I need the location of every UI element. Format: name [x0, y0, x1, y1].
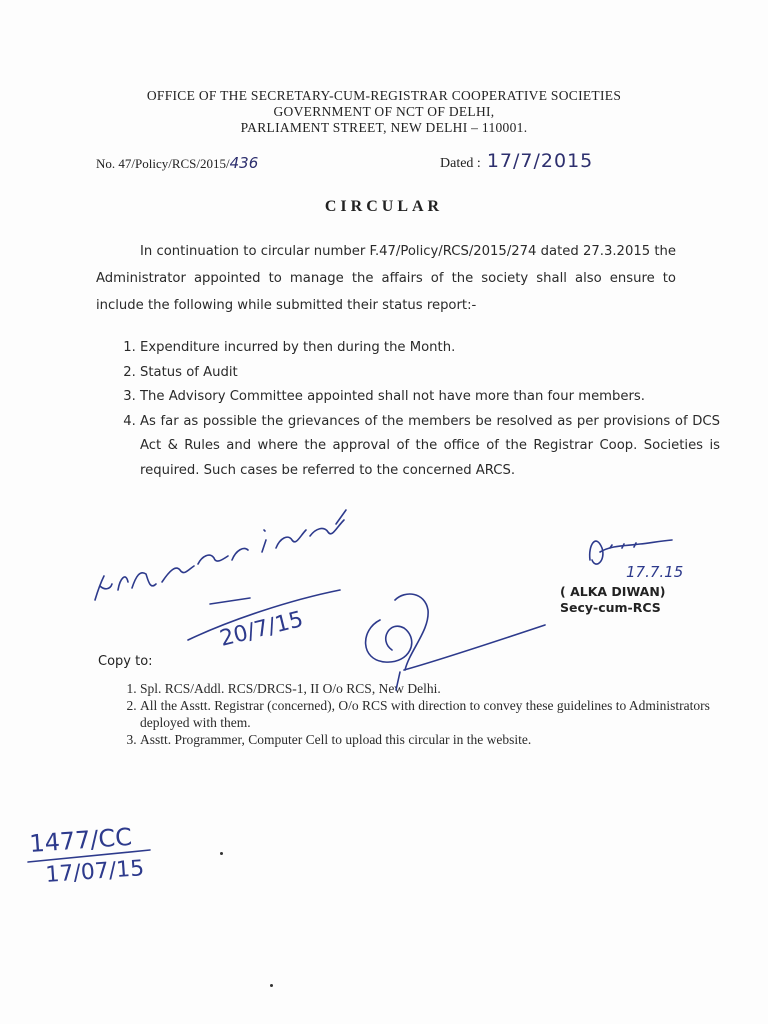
- reference-number-prefix: No. 47/Policy/RCS/2015/: [96, 156, 230, 171]
- list-item: 4. As far as possible the grievances of the members be resolved as per provisions of DCS Act & Rules and where the approval of the office of the Registrar Coop. Societies is required. Such cases be referred to the concerned ARCS.: [140, 410, 720, 484]
- list-item: 2. All the Asstt. Registrar (concerned), O/o RCS with direction to convey these guidelines to Administrators deployed with them.: [140, 697, 720, 731]
- office-header-line3: PARLIAMENT STREET, NEW DELHI – 110001.: [240, 120, 528, 135]
- document-title: CIRCULAR: [324, 198, 444, 215]
- copy-to-label: Copy to:: [98, 654, 153, 669]
- dated-handwritten: 17/7/2015: [486, 150, 594, 172]
- signatory-designation: Secy-cum-RCS: [560, 600, 661, 615]
- reference-number-handwritten: 436: [229, 154, 259, 172]
- list-item: 3. The Advisory Committee appointed shall not have more than four members.: [140, 385, 720, 410]
- file-note-number: 1477/CC: [28, 822, 133, 858]
- office-header-line1: OFFICE OF THE SECRETARY-CUM-REGISTRAR COOPERATIVE SOCIETIES: [146, 88, 622, 103]
- stray-mark: [270, 984, 273, 987]
- dated-label: Dated :: [440, 156, 481, 171]
- handwritten-date-note: 20/7/15: [217, 607, 306, 652]
- stray-mark: [220, 852, 223, 855]
- note-tick: [210, 598, 250, 604]
- file-note-date: 17/07/15: [44, 856, 145, 888]
- list-item: 1. Spl. RCS/Addl. RCS/DRCS-1, II O/o RCS, New Delhi.: [140, 680, 720, 697]
- handwritten-scribble: [95, 510, 346, 600]
- list-item: 2. Status of Audit: [140, 361, 720, 386]
- body-paragraph-text: In continuation to circular number F.47/Policy/RCS/2015/274 dated 27.3.2015 the Administrator appointed to manage the affairs of the society shall also ensure to include the following while submitted their status report:-: [96, 244, 676, 313]
- list-item: 3. Asstt. Programmer, Computer Cell to upload this circular in the website.: [140, 731, 720, 748]
- signature-date: 17.7.15: [626, 563, 684, 581]
- list-item: 1. Expenditure incurred by then during the Month.: [140, 336, 720, 361]
- official-signature: [590, 540, 672, 564]
- initials-flourish: [366, 594, 545, 690]
- signatory-name: ( ALKA DIWAN): [560, 584, 666, 599]
- office-header-line2: GOVERNMENT OF NCT OF DELHI,: [273, 104, 495, 119]
